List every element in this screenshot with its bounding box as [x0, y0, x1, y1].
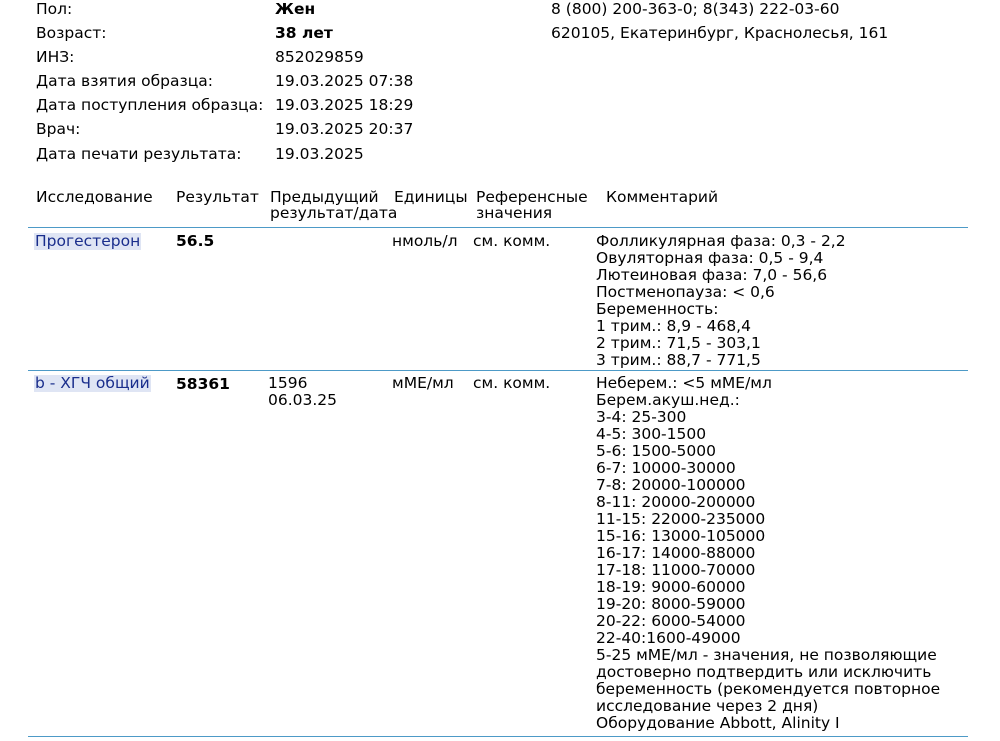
doctor-value: 19.03.2025 20:37 — [275, 120, 414, 138]
sex-label: Пол: — [36, 0, 73, 18]
inz-label: ИНЗ: — [36, 48, 75, 66]
header-previous-line1: Предыдущий — [270, 188, 379, 206]
header-test: Исследование — [36, 188, 153, 206]
comment-line: Постменопауза: < 0,6 — [596, 283, 775, 301]
comment-line: исследование через 2 дня) — [596, 697, 819, 715]
sample-taken-value: 19.03.2025 07:38 — [275, 72, 414, 90]
comment-line: 3 трим.: 88,7 - 771,5 — [596, 351, 761, 369]
result-value: 56.5 — [176, 232, 215, 250]
header-previous — [270, 189, 397, 221]
test-name-progesterone[interactable]: Прогестерон — [35, 232, 141, 250]
units-value: мМЕ/мл — [392, 374, 454, 392]
comment-line: Фолликулярная фаза: 0,3 - 2,2 — [596, 232, 846, 250]
header-previous-line2: результат/дата — [270, 204, 398, 222]
lab-phones: 8 (800) 200-363-0; 8(343) 222-03-60 — [551, 0, 840, 18]
comment-block — [596, 375, 940, 732]
comment-line: 8-11: 20000-200000 — [596, 493, 756, 511]
comment-line: 1 трим.: 8,9 - 468,4 — [596, 317, 751, 335]
comment-line: 5-25 мМЕ/мл - значения, не позволяющие — [596, 646, 937, 664]
comment-line: 2 трим.: 71,5 - 303,1 — [596, 334, 761, 352]
comment-line: 6-7: 10000-30000 — [596, 459, 736, 477]
header-units: Единицы — [394, 188, 468, 206]
comment-line: 19-20: 8000-59000 — [596, 595, 746, 613]
age-label: Возраст: — [36, 24, 107, 42]
comment-block — [596, 233, 846, 369]
previous-result — [268, 375, 337, 409]
age-value: 38 лет — [275, 24, 333, 42]
comment-line: 4-5: 300-1500 — [596, 425, 707, 443]
references-value: см. комм. — [473, 232, 551, 250]
comment-line: Беременность: — [596, 300, 719, 318]
comment-line: беременность (рекомендуется повторное — [596, 680, 941, 698]
comment-line: 15-16: 13000-105000 — [596, 527, 766, 545]
sample-taken-label: Дата взятия образца: — [36, 72, 214, 90]
comment-line: Берем.акуш.нед.: — [596, 391, 740, 409]
comment-line: Овуляторная фаза: 0,5 - 9,4 — [596, 249, 824, 267]
test-name-hcg[interactable]: b - ХГЧ общий — [35, 374, 150, 392]
comment-line: 18-19: 9000-60000 — [596, 578, 746, 596]
comment-line: достоверно подтвердить или исключить — [596, 663, 932, 681]
header-result: Результат — [176, 188, 259, 206]
references-value: см. комм. — [473, 374, 551, 392]
header-references-line1: Референсные — [476, 188, 588, 206]
units-value: нмоль/л — [392, 232, 458, 250]
comment-line: Лютеиновая фаза: 7,0 - 56,6 — [596, 266, 828, 284]
comment-line: 11-15: 22000-235000 — [596, 510, 766, 528]
comment-line: 20-22: 6000-54000 — [596, 612, 746, 630]
row-divider — [28, 370, 968, 371]
header-divider — [28, 227, 968, 228]
previous-value: 1596 — [268, 374, 308, 392]
print-date-label: Дата печати результата: — [36, 145, 242, 163]
header-references-line2: значения — [476, 204, 553, 222]
header-comment: Комментарий — [606, 188, 719, 206]
row-divider — [28, 736, 968, 737]
sample-received-value: 19.03.2025 18:29 — [275, 96, 414, 114]
result-value: 58361 — [176, 375, 230, 393]
sex-value: Жен — [275, 0, 316, 18]
comment-line: 16-17: 14000-88000 — [596, 544, 756, 562]
comment-line: 17-18: 11000-70000 — [596, 561, 756, 579]
comment-line: 22-40:1600-49000 — [596, 629, 741, 647]
header-references — [476, 189, 588, 221]
print-date-value: 19.03.2025 — [275, 145, 364, 163]
comment-line: 3-4: 25-300 — [596, 408, 687, 426]
doctor-label: Врач: — [36, 120, 81, 138]
comment-line: Неберем.: <5 мМЕ/мл — [596, 374, 772, 392]
comment-line: 5-6: 1500-5000 — [596, 442, 716, 460]
previous-date: 06.03.25 — [268, 391, 338, 409]
sample-received-label: Дата поступления образца: — [36, 96, 264, 114]
lab-address: 620105, Екатеринбург, Краснолесья, 161 — [551, 24, 889, 42]
inz-value: 852029859 — [275, 48, 364, 66]
comment-line: 7-8: 20000-100000 — [596, 476, 746, 494]
comment-line: Оборудование Abbott, Alinity I — [596, 714, 840, 732]
